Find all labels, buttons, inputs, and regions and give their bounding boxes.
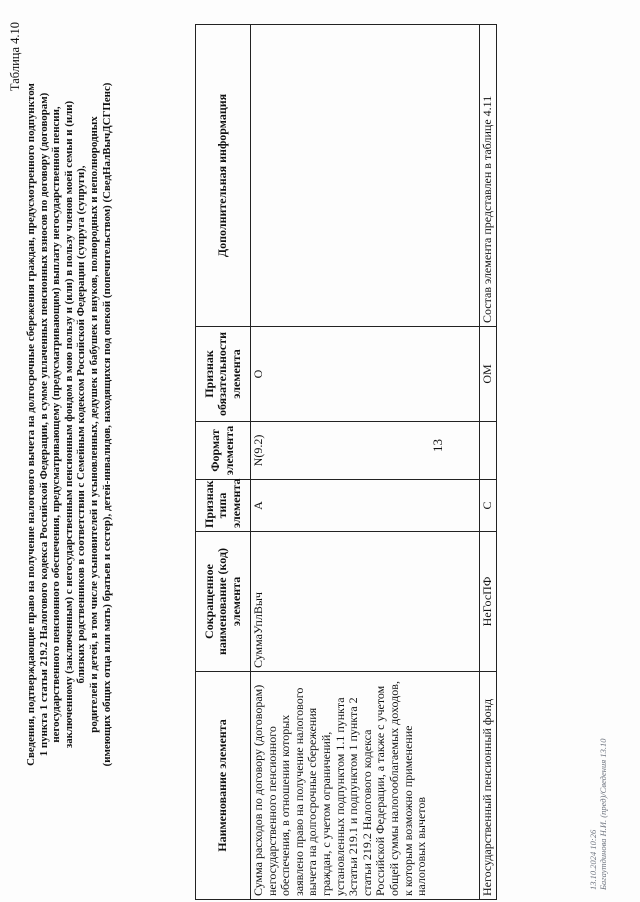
table-header-row [196,25,251,900]
table-heading [25,2,113,847]
heading-line: родителей и детей, в том числе усыновителей и усыновленных, дедушек и бабушек и внуков, полнородных и неполнородных [87,116,100,733]
electronic-signature-stamp [588,670,608,890]
cell-element-name: Сумма расходов по договору (договорам) негосударственного пенсионного обеспечения, в отношении которых заявлено право на получение налогового вычета на долгосрочные сбережения граждан, с учетом ограничений, установленных подпунктом 1.1 пункта 3статьи 219.1 и подпунктом 1 пункта 2 статьи 219.2 Налогового кодекса Российской Федерации, а также с учетом общей суммы налогооблагаемых доходов, к которым возможно применение налоговых вычетов [251,672,480,900]
header-additional-info: Дополнительная информация [196,25,251,327]
cell-element-type: А [251,480,480,532]
stamp-line: Багаутдинова Н.И. (пред)/Сведения 13.10 [598,738,608,890]
header-element-type: Признак типа элемента [196,480,251,532]
heading-line: Сведения, подтверждающие право на получение налогового вычета на долгосрочные сбережения граждан, предусмотренного подпунктом [25,83,37,766]
header-element-code: Сокращенное наименование (код) элемента [196,532,251,672]
cell-additional-info: Состав элемента представлен в таблице 4.11 [480,25,497,327]
cell-additional-info [251,25,480,327]
table-row [251,25,480,900]
header-element-format: Формат элемента [196,422,251,480]
table-label: Таблица 4.10 [8,22,22,92]
table-row [480,25,497,900]
cell-element-format [480,422,497,480]
cell-element-type: С [480,480,497,532]
cell-element-code: СуммаУплВыч [251,532,480,672]
page-number: 13 [430,439,445,452]
elements-table [195,24,497,900]
heading-line: 1 пункта 1 статьи 219.2 Налогового кодекса Российской Федерации, в сумме уплаченных пенсионных взносов по договору (договорам) [37,92,50,757]
cell-element-name: Негосударственный пенсионный фонд [480,672,497,900]
cell-element-format: N(9.2) [251,422,480,480]
heading-line: (имеющих общих отца или мать) братьев и сестер), детей-инвалидов, находящихся под опекой (попечительством) (СведНалВычДСГПенс) [100,82,113,767]
header-element-name: Наименование элемента [196,672,251,900]
heading-line: негосударственного пенсионного обеспечения, предусматривающему (предусматривающим) выплату негосударственной пенсии, [50,106,63,743]
cell-element-code: НеГосПФ [480,532,497,672]
header-element-required: Признак обязательности элемента [196,327,251,422]
heading-line: заключенному (заключенным) с негосударственным пенсионным фондом в мою пользу и (или) в пользу членов моей семьи и (или) [62,100,75,749]
heading-line: близких родственников в соответствии с Семейным кодексом Российской Федерации (супруга (супруги), [75,165,88,684]
cell-element-required: ОМ [480,327,497,422]
stamp-line: 13.10.2024 10:26 [588,829,598,890]
cell-element-required: О [251,327,480,422]
